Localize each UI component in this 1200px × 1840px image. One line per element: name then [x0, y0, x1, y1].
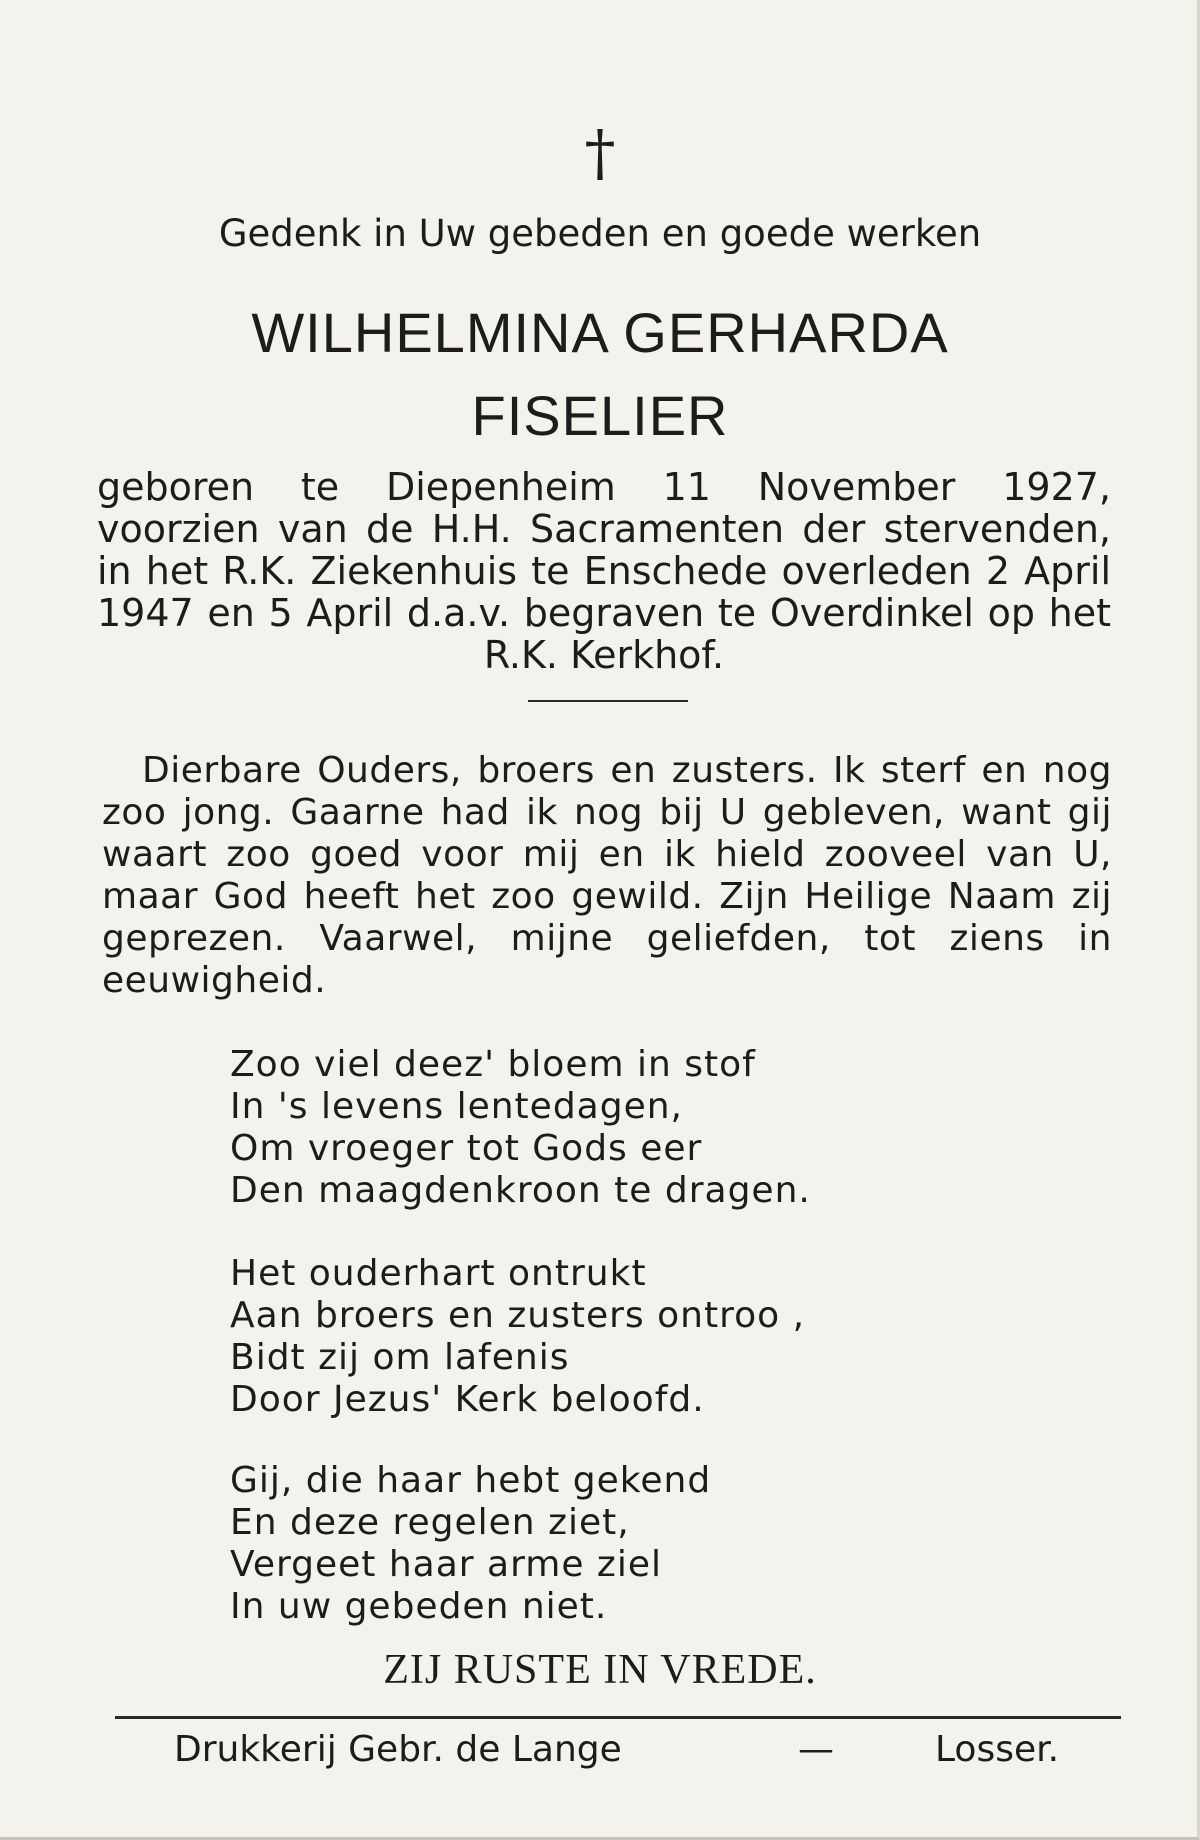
printer-dash: —: [798, 1729, 834, 1770]
farewell-paragraph: Dierbare Ouders, broers en zusters. Ik sterf en nog zoo jong. Gaarne had ik nog bij U gebleven, want gij waart zoo goed voor mij en ik hield zooveel van U, maar God heeft het zoo gewild. Zijn Heilige Naam zij geprezen. Vaarwel, mijne geliefden, tot ziens in eeuwigheid.: [102, 750, 1112, 1001]
cross-icon: †: [584, 116, 616, 189]
poem-line: Den maagdenkroon te dragen.: [230, 1170, 811, 1211]
deceased-surname: FISELIER: [471, 384, 729, 447]
poem-line: En deze regelen ziet,: [230, 1502, 630, 1543]
intro-line: Gedenk in Uw gebeden en goede werken: [218, 212, 982, 255]
poem-line: Door Jezus' Kerk beloofd.: [230, 1379, 705, 1420]
poem-stanza-3: [230, 1460, 990, 1628]
closing-line: ZIJ RUSTE IN VREDE.: [383, 1647, 817, 1693]
poem-line: In 's levens lentedagen,: [230, 1086, 683, 1127]
poem-line: Het ouderhart ontrukt: [230, 1253, 647, 1294]
poem-line: Zoo viel deez' bloem in stof: [230, 1044, 756, 1085]
poem-stanza-2: [230, 1253, 990, 1421]
divider-short: [528, 700, 688, 702]
biography-paragraph: geboren te Diepenheim 11 November 1927, voorzien van de H.H. Sacramenten der stervenden, in het R.K. Ziekenhuis te Enschede overleden 2 April 1947 en 5 April d.a.v. begraven te Overdinkel op het R.K. Kerkhof.: [97, 465, 1111, 677]
poem-line: Aan broers en zusters ontroo ,: [230, 1295, 806, 1336]
poem-line: Bidt zij om lafenis: [230, 1337, 570, 1378]
deceased-given-names: WILHELMINA GERHARDA: [251, 301, 949, 364]
poem-line: Om vroeger tot Gods eer: [230, 1128, 703, 1169]
divider-long: [115, 1716, 1121, 1719]
poem-line: In uw gebeden niet.: [230, 1586, 608, 1627]
poem-line: Vergeet haar arme ziel: [230, 1544, 662, 1585]
printer-name: Drukkerij Gebr. de Lange: [174, 1729, 622, 1770]
printer-place: Losser.: [935, 1729, 1060, 1770]
poem-stanza-1: [230, 1044, 990, 1212]
poem-line: Gij, die haar hebt gekend: [230, 1460, 712, 1501]
